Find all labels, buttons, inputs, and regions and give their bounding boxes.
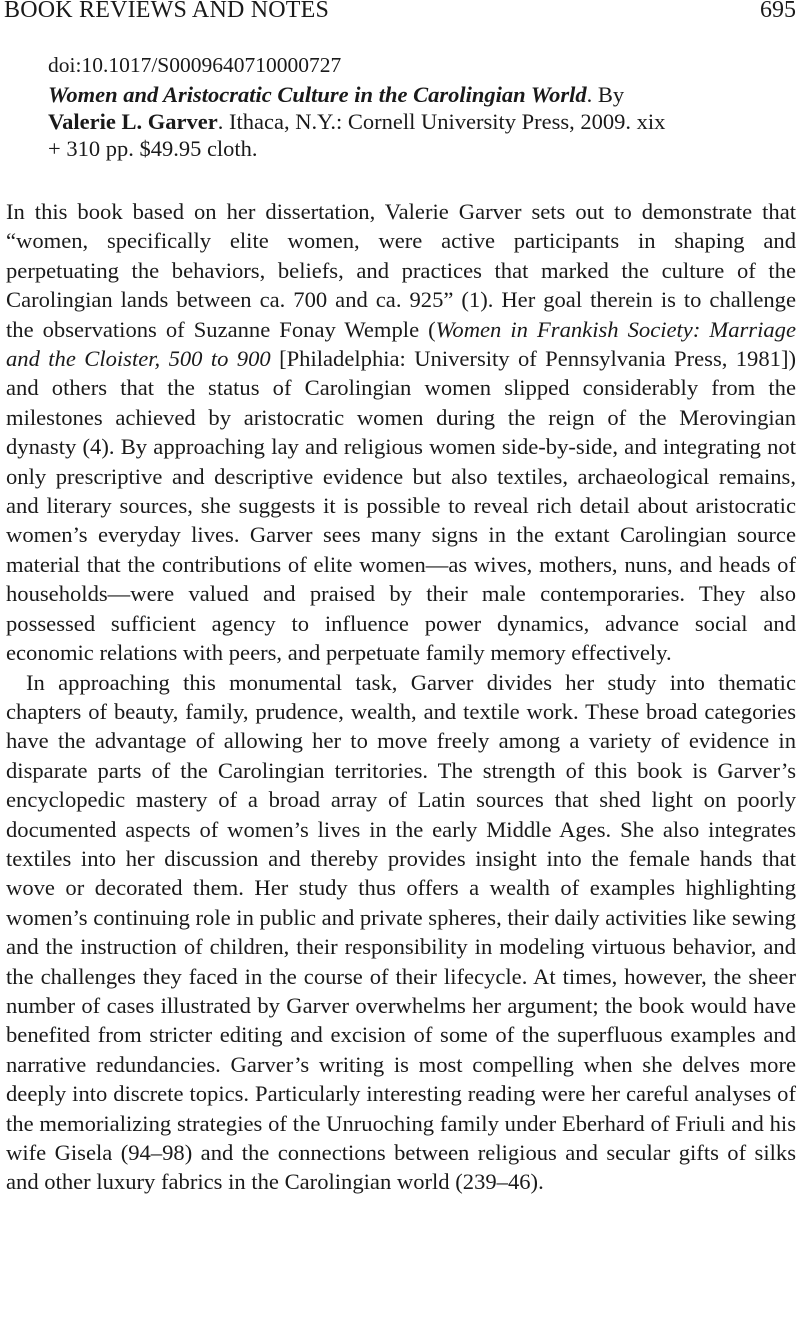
review-body: [6, 197, 796, 1197]
publication-info: . Ithaca, N.Y.: Cornell University Press, 2009. xix: [217, 109, 666, 134]
page-number: 695: [760, 0, 796, 23]
review-paragraph-1: [6, 197, 796, 668]
pages-and-price: + 310 pp. $49.95 cloth.: [48, 136, 258, 161]
doi-link[interactable]: doi:10.1017/S0009640710000727: [48, 53, 342, 77]
paragraph-1-text-b: [Philadelphia: University of Pennsylvania Press, 1981]) and others that the status of Carolingian women slipped considerably from the milestones achieved by aristocratic women during the reign of the Merovingian dynasty (4). By approaching lay and religious women side-by-side, and integrating not only prescriptive and descriptive evidence but also textiles, archaeological remains, and literary sources, she suggests it is possible to reveal rich detail about aristocratic women’s everyday lives. Garver sees many signs in the extant Carolingian source material that the contributions of elite women—as wives, mothers, nuns, and heads of households—were valued and praised by their male contemporaries. They also possessed sufficient agency to influence power dynamics, advance social and economic relations with peers, and perpetuate family memory effectively.: [6, 346, 796, 666]
review-paragraph-2: In approaching this monumental task, Garver divides her study into thematic chapters of beauty, family, prudence, wealth, and textile work. These broad categories have the advantage of allowing her to move freely among a variety of evidence in disparate parts of the Carolingian territories. The strength of this book is Garver’s encyclopedic mastery of a broad array of Latin sources that shed light on poorly documented aspects of women’s lives in the early Middle Ages. She also integrates textiles into her discussion and thereby provides insight into the female hands that wove or decorated them. Her study thus offers a wealth of examples highlighting women’s continuing role in public and private spheres, their daily activities like sewing and the instruction of children, their responsibility in modeling virtuous behavior, and the challenges they faced in the course of their lifecycle. At times, however, the sheer number of cases illustrated by Garver overwhelms her argument; the book would have benefited from stricter editing and excision of some of the superfluous examples and narrative redundancies. Garver’s writing is most compelling when she delves more deeply into discrete topics. Particularly interesting reading were her careful analyses of the memorializing strategies of the Unruoching family under Eberhard of Friuli and his wife Gisela (94–98) and the connections between religious and secular gifts of silks and other luxury fabrics in the Carolingian world (239–46).: [6, 669, 796, 1195]
book-author: Valerie L. Garver: [48, 109, 218, 134]
title-suffix: . By: [586, 82, 625, 107]
book-citation: [48, 52, 748, 162]
citation-line-3: [48, 135, 748, 162]
paragraph-1-text-a: In this book based on her dissertation, Valerie Garver sets out to demonstrate that “women, specifically elite women, were active participants in shaping and perpetuating the behaviors, beliefs, and practices that marked the culture of the Carolingian lands between ca. 700 and ca. 925” (1). Her goal therein is to challenge the observations of Suzanne Fonay Wemple (: [6, 199, 796, 342]
citation-line-2: [48, 108, 748, 135]
book-title: Women and Aristocratic Culture in the Carolingian World: [48, 82, 587, 107]
section-title: BOOK REVIEWS AND NOTES: [4, 0, 330, 23]
citation-line-1: [48, 81, 748, 108]
cited-work-title: Women in Frankish Society: Marriage and the Cloister, 500 to 900: [6, 316, 796, 372]
running-head: [4, 0, 796, 27]
